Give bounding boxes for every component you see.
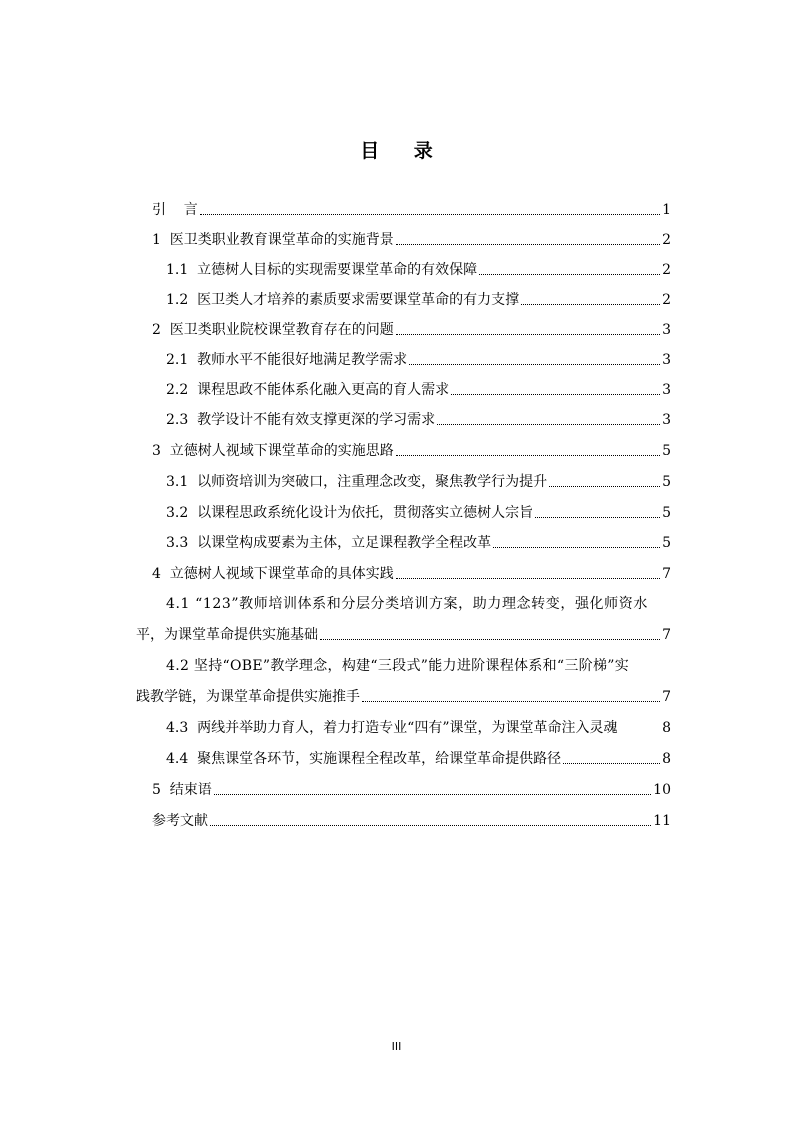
toc-entry-references[interactable]	[152, 811, 671, 831]
toc-entry-2-1[interactable]	[166, 350, 671, 370]
toc-entry-label: 3 立德树人视域下课堂革命的实施思路	[152, 443, 394, 459]
toc-entry-label: 平，为课堂革命提供实施基础	[136, 627, 318, 643]
toc-entry-page: 11	[653, 813, 671, 829]
toc-entry-page: 5	[662, 535, 671, 551]
toc-entry-label: 引 言	[152, 202, 198, 218]
toc-entry-label: 5 结束语	[152, 782, 212, 798]
toc-entry-5[interactable]	[152, 780, 671, 800]
toc-leader-dots	[409, 350, 660, 370]
toc-entry-3[interactable]	[152, 441, 671, 461]
toc-leader-dots	[493, 533, 660, 553]
toc-entry-4-2-line1[interactable]: 4.2 坚持“OBE”教学理念，构建“三段式”能力进阶课程体系和“三阶梯”实	[166, 658, 630, 674]
toc-entry-label: 践教学链，为课堂革命提供实施推手	[136, 689, 360, 705]
toc-entry-4-1[interactable]	[136, 625, 671, 645]
toc-entry-2[interactable]	[152, 320, 671, 340]
toc-entry-page: 8	[662, 751, 671, 767]
toc-leader-dots	[362, 687, 660, 707]
toc-entry-3-3[interactable]	[166, 533, 671, 553]
toc-leader-dots	[214, 780, 651, 800]
toc-leader-dots	[549, 472, 660, 492]
toc-entry-page: 10	[653, 782, 671, 798]
page-title: 目 录	[360, 140, 447, 162]
toc-entry-2-2[interactable]	[166, 380, 671, 400]
toc-entry-page: 5	[662, 474, 671, 490]
toc-entry-label: 参考文献	[152, 813, 208, 829]
toc-entry-4-2[interactable]	[136, 687, 671, 707]
toc-leader-dots	[563, 749, 660, 769]
toc-entry-label: 1.1 立德树人目标的实现需要课堂革命的有效保障	[166, 262, 478, 278]
page-number: III	[391, 1040, 402, 1053]
toc-leader-dots	[535, 503, 660, 523]
toc-leader-dots	[396, 320, 660, 340]
toc-entry-label: 3.2 以课程思政系统化设计为依托，贯彻落实立德树人宗旨	[166, 505, 534, 521]
toc-entry-4[interactable]	[152, 564, 671, 584]
toc-entry-label: 3.1 以师资培训为突破口，注重理念改变，聚焦教学行为提升	[166, 474, 548, 490]
toc-entry-page: 3	[662, 412, 671, 428]
toc-entry-4-3[interactable]	[166, 718, 671, 738]
toc-entry-label: 1 医卫类职业教育课堂革命的实施背景	[152, 232, 394, 248]
toc-entry-page: 3	[662, 382, 671, 398]
toc-entry-3-1[interactable]	[166, 472, 671, 492]
toc-entry-page: 8	[662, 720, 671, 736]
toc-entry-page: 7	[662, 689, 671, 705]
toc-entry-page: 5	[662, 505, 671, 521]
toc-entry-label: 2.1 教师水平不能很好地满足教学需求	[166, 352, 408, 368]
toc-entry-page: 2	[662, 262, 671, 278]
toc-entry-page: 7	[662, 627, 671, 643]
toc-entry-4-4[interactable]	[166, 749, 671, 769]
toc-leader-dots	[200, 200, 660, 220]
toc-entry-label: 4 立德树人视域下课堂革命的具体实践	[152, 566, 394, 582]
toc-leader-dots	[210, 811, 651, 831]
toc-entry-page: 5	[662, 443, 671, 459]
toc-entry-label: 2 医卫类职业院校课堂教育存在的问题	[152, 322, 394, 338]
toc-entry-label: 4.4 聚焦课堂各环节，实施课程全程改革，给课堂革命提供路径	[166, 751, 562, 767]
toc-leader-dots	[396, 441, 660, 461]
toc-leader-dots	[396, 230, 660, 250]
toc-entry-1-2[interactable]	[166, 290, 671, 310]
toc-leader-dots	[396, 564, 660, 584]
toc-entry-page: 3	[662, 322, 671, 338]
toc-entry-page: 2	[662, 232, 671, 248]
toc-entry-1-1[interactable]	[166, 260, 671, 280]
toc-entry-label: 1.2 医卫类人才培养的素质要求需要课堂革命的有力支撑	[166, 292, 520, 308]
toc-entry-1[interactable]	[152, 230, 671, 250]
toc-entry-label: 2.2 课程思政不能体系化融入更高的育人需求	[166, 382, 450, 398]
toc-entry-2-3[interactable]	[166, 410, 671, 430]
toc-entry-3-2[interactable]	[166, 503, 671, 523]
toc-entry-introduction[interactable]	[152, 200, 671, 220]
toc-entry-page: 2	[662, 292, 671, 308]
toc-entry-page: 7	[662, 566, 671, 582]
toc-entry-page: 3	[662, 352, 671, 368]
toc-leader-dots	[437, 410, 660, 430]
toc-entry-4-1-line1[interactable]: 4.1 “123”教师培训体系和分层分类培训方案，助力理念转变，强化师资水	[166, 596, 648, 612]
toc-leader-dots	[479, 260, 660, 280]
toc-leader-dots	[521, 290, 660, 310]
toc-entry-page: 1	[662, 202, 671, 218]
toc-leader-dots	[320, 625, 660, 645]
toc-entry-label: 3.3 以课堂构成要素为主体，立足课程教学全程改革	[166, 535, 492, 551]
toc-entry-label: 2.3 教学设计不能有效支撑更深的学习需求	[166, 412, 436, 428]
toc-leader-dots	[451, 380, 660, 400]
toc-entry-label: 4.3 两线并举助力育人，着力打造专业“四有”课堂，为课堂革命注入灵魂	[166, 720, 618, 736]
